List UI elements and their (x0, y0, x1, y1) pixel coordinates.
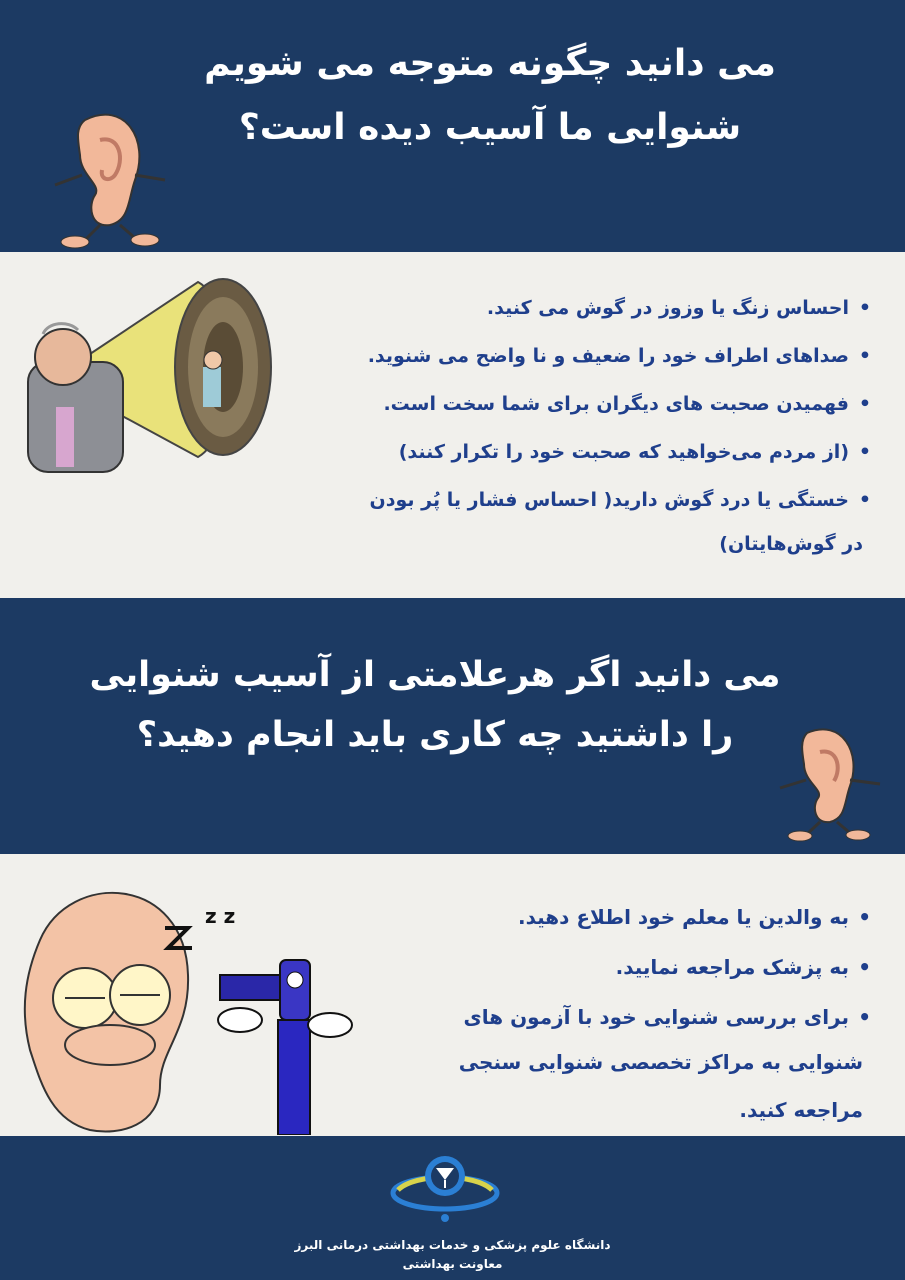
action-continuation-line1: شنوایی به مراکز تخصصی شنوایی سنجی (458, 1050, 863, 1074)
symptom-item: • (از مردم می‌خواهید که صحبت خود را تکرار کنند) (265, 428, 875, 476)
section2-title-line2: را داشتید چه کاری باید انجام دهید؟ (136, 715, 734, 755)
actions-list (355, 892, 875, 1042)
otoscope-character-icon (210, 955, 360, 1135)
action-item: • به والدین یا معلم خود اطلاع دهید. (355, 892, 875, 942)
section2-title (20, 645, 850, 765)
university-logo-icon (390, 1148, 500, 1228)
symptom-item: • صداهای اطراف خود را ضعیف و نا واضح می شنوید. (265, 332, 875, 380)
section1-title-line2: شنوایی ما آسیب دیده است؟ (238, 107, 742, 148)
action-item: • به پزشک مراجعه نمایید. (355, 942, 875, 992)
action-item: • برای بررسی شنوایی خود با آزمون های (355, 992, 875, 1042)
ear-character-small-icon (762, 718, 892, 843)
symptoms-list (265, 284, 875, 524)
footer-department: معاونت بهداشتی (402, 1257, 503, 1271)
symptom-item: • خستگی یا درد گوش دارید( احساس فشار یا پُر بودن (265, 476, 875, 524)
action-continuation (459, 1038, 863, 1134)
symptom-continuation: در گوش‌هایتان) (719, 533, 863, 555)
ear-character-icon (30, 100, 180, 250)
sleep-z-icon: z z (205, 904, 236, 928)
section1-title (120, 32, 860, 160)
hearing-horn-cartoon-icon (8, 272, 273, 477)
sleeping-ear-icon (10, 880, 200, 1136)
footer-university-name: دانشگاه علوم پزشکی و خدمات بهداشتی درمانی البرز (294, 1238, 611, 1252)
section1-title-line1: می دانید چگونه متوجه می شویم (204, 43, 776, 84)
symptom-item: • احساس زنگ یا وزوز در گوش می کنید. (265, 284, 875, 332)
symptom-item: • فهمیدن صحبت های دیگران برای شما سخت است. (265, 380, 875, 428)
section2-title-line1: می دانید اگر هرعلامتی از آسیب شنوایی (89, 655, 781, 695)
action-continuation-line2: مراجعه کنید. (739, 1098, 863, 1122)
